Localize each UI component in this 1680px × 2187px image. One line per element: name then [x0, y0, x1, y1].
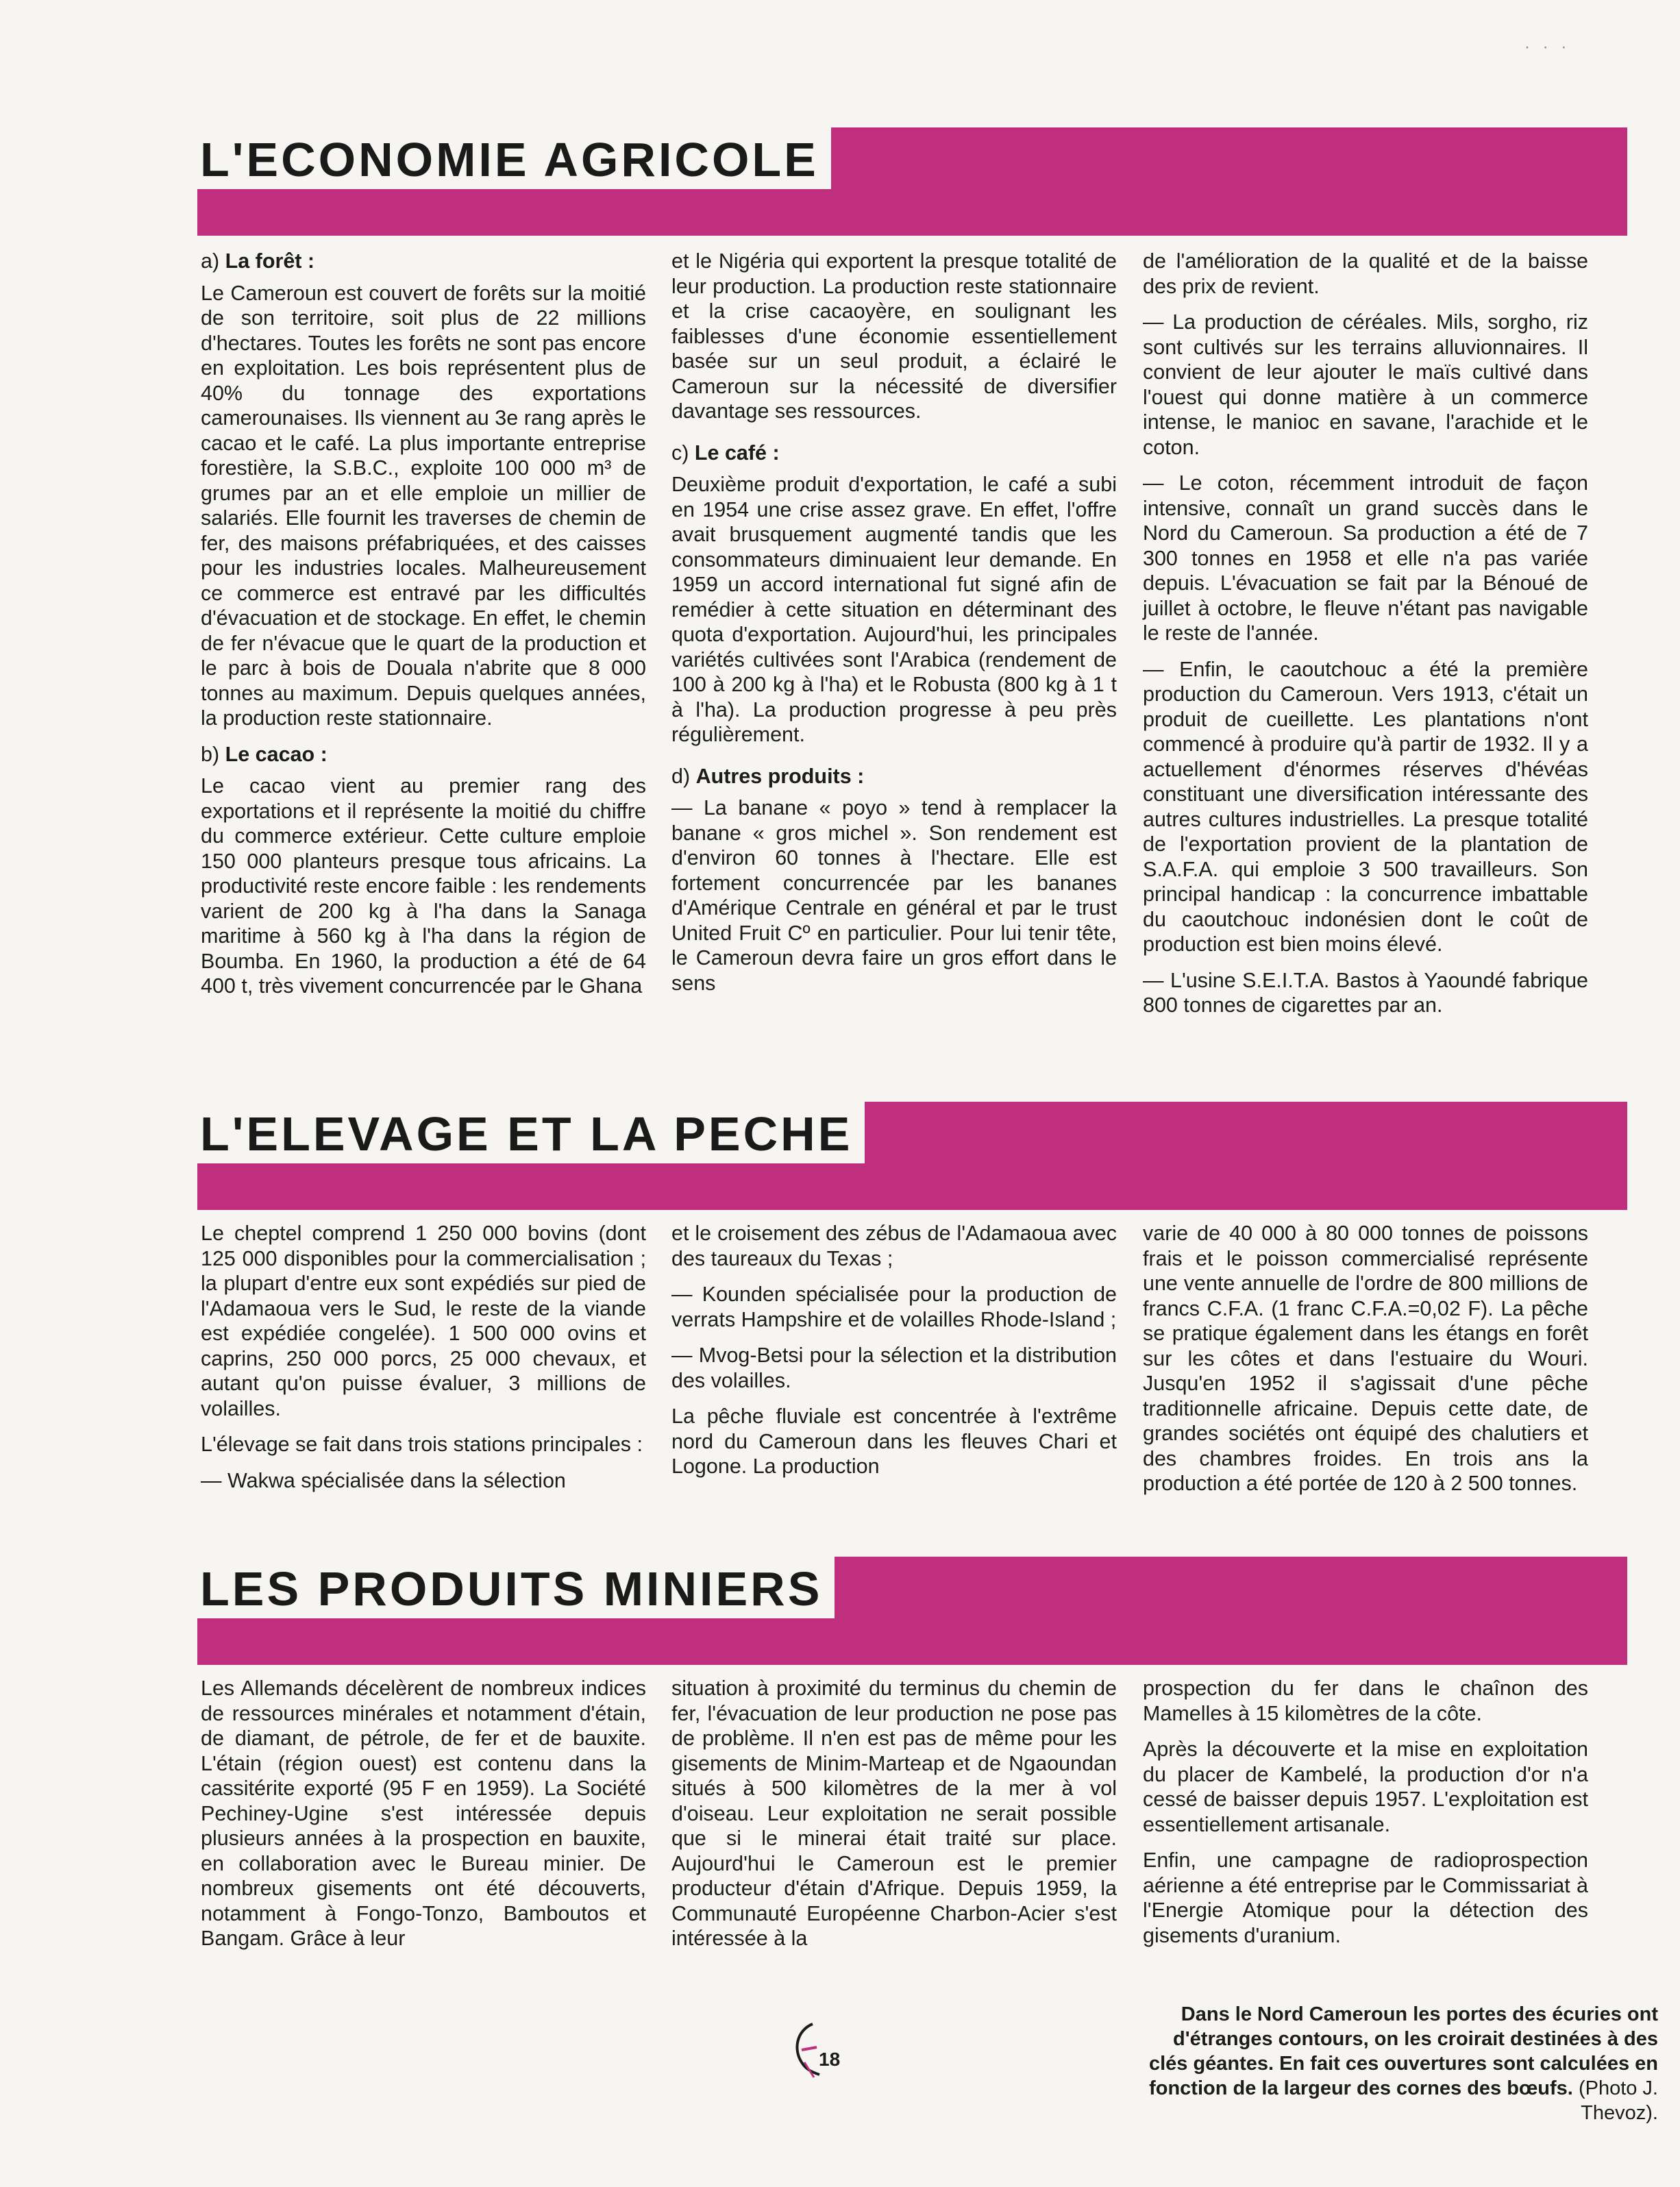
agri-column-1 — [201, 249, 646, 1010]
paragraph: La pêche fluviale est concentrée à l'extrême nord du Cameroun dans les fleuves Chari et Logone. La production — [671, 1405, 1117, 1478]
paragraph: et le croisement des zébus de l'Adamaoua avec des taureaux du Texas ; — [671, 1222, 1117, 1270]
paragraph: — Wakwa spécialisée dans la sélection — [201, 1468, 566, 1492]
miniers-column-2 — [671, 1676, 1117, 1962]
heading-le-cafe: c) Le café : — [671, 441, 780, 465]
caption-text: Dans le Nord Cameroun les portes des écuries ont d'étranges contours, on les croirait destinées à des clés géantes. En fait ces ouvertures sont calculées en fonction de la largeur des cornes des bœufs. — [1148, 2003, 1658, 2099]
photo-caption — [1144, 2002, 1658, 2125]
paragraph: — Le coton, récemment introduit de façon intensive, connaît un grand succès dans le Nord du Cameroun. Sa production a été de 7 300 tonnes en 1958 et elle n'a pas variée depuis. L'évacuation se fait par la Bénoué de juillet à octobre, le fleuve n'étant pas navigable le reste de l'année. — [1143, 471, 1588, 645]
agri-column-3 — [1143, 249, 1588, 1029]
paragraph: — La banane « poyo » tend à remplacer la banane « gros michel ». Son rendement est d'environ 60 tonnes à l'hectare. Elle est fortement concurrencée par les bananes d'Amérique Centrale en général et par le trust United Fruit Cº en particulier. Pour lui tenir tête, le Cameroun devra faire un gros effort dans le sens — [671, 796, 1117, 995]
paragraph: varie de 40 000 à 80 000 tonnes de poissons frais et le poisson commercialisé représente une vente annuelle de l'ordre de 800 millions de francs C.F.A. (1 franc C.F.A.=0,02 F). La pêche se pratique également dans les étangs en forêt sur les côtes et dans l'estuaire du Wouri. Jusqu'en 1952 il s'agissait d'une pêche traditionnelle africaine. Depuis cette date, de grandes sociétés ont équipé des chalutiers et des chambres froides. En trois ans la production a été portée de 120 à 2 500 tonnes. — [1143, 1222, 1588, 1495]
paragraph: Le Cameroun est couvert de forêts sur la moitié de son territoire, soit plus de 22 millions d'hectares. Toutes les forêts ne sont pas encore en exploitation. Les bois représentent plus de 40% du tonnage des exportations camerounaises. Ils viennent au 3e rang après le cacao et le café. La plus importante entreprise forestière, la S.B.C., exploite 100 000 m³ de grumes par an et elle emploie un millier de salariés. Elle fournit les traverses de chemin de fer, des maisons préfabriquées, et des caisses pour les industries locales. Malheureusement ce commerce est entravé par les difficultés d'évacuation et de stockage. En effet, le chemin de fer n'évacue que le quart de la production et le parc à bois de Douala n'abrite que 8 000 tonnes au maximum. Depuis quelques années, la production reste stationnaire. — [201, 281, 646, 730]
paragraph: Après la découverte et la mise en exploitation du placer de Kambelé, la production d'or n'a cessé de baisser depuis 1957. L'exploitation est essentiellement artisanale. — [1143, 1738, 1588, 1836]
paragraph: Le cacao vient au premier rang des exportations et il représente la moitié du chiffre du commerce extérieur. Cette culture emploie 150 000 planteurs presque tous africains. La productivité reste encore faible : les rendements varient de 200 kg à l'ha dans la Sanaga maritime à 560 kg à l'ha dans la région de Boumba. En 1960, la production a été de 64 400 t, très vivement concurrencée par le Ghana — [201, 774, 646, 998]
paragraph: — La production de céréales. Mils, sorgho, riz sont cultivés sur les terrains alluvionnaires. Il convient de leur ajouter le maïs cultivé dans l'ouest qui donne matière à un commerce intense, le manioc en savane, l'arachide et le coton. — [1143, 310, 1588, 459]
paragraph: Enfin, une campagne de radioprospection aérienne a été entreprise par le Commissariat à l'Energie Atomique pour la détection des gisements d'uranium. — [1143, 1849, 1588, 1947]
elevage-column-2 — [671, 1221, 1117, 1490]
section-band-agri — [197, 127, 1627, 236]
agri-column-2 — [671, 249, 1117, 1006]
paragraph: — Mvog-Betsi pour la sélection et la distribution des volailles. — [671, 1344, 1117, 1392]
page-number: 18 — [819, 2049, 841, 2070]
paragraph: — L'usine S.E.I.T.A. Bastos à Yaoundé fabrique 800 tonnes de cigarettes par an. — [1143, 968, 1588, 1017]
heading-autres-produits: d) Autres produits : — [671, 764, 865, 788]
miniers-column-3 — [1143, 1676, 1588, 1959]
corner-mark: · · · — [1524, 38, 1571, 56]
paragraph: — Enfin, le caoutchouc a été la première production du Cameroun. Vers 1913, c'était un produit de cueillette. Les plantations n'ont commencé à produire qu'à partir de 1932. Il y a actuellement d'énormes réserves d'hévéas constituant une diversification intéressante des autres cultures industrielles. La presque totalité de l'exportation provient de la plantation de S.A.F.A. qui emploie 3 500 travailleurs. Son principal handicap : la concurrence imbattable du caoutchouc indonésien dont le coût de production est bien moins élevé. — [1143, 657, 1588, 956]
paragraph: et le Nigéria qui exportent la presque totalité de leur production. La production reste stationnaire et la crise cacaoyère, en soulignant les faiblesses d'une économie essentiellement basée sur un seul produit, a éclairé le Cameroun sur la nécessité de diversifier davantage ses ressources. — [671, 249, 1117, 423]
paragraph: situation à proximité du terminus du chemin de fer, l'évacuation de leur production ne pose pas de problème. Il n'en est pas de même pour les gisements de Minim-Marteap et de Ngaoundan situés à 500 kilomètres de la mer à vol d'oiseau. Leur exploitation ne serait possible que si le minerai était traité sur place. Aujourd'hui le Cameroun est le premier producteur d'étain d'Afrique. Depuis 1959, la Communauté Européenne Charbon-Acier s'est intéressée à la — [671, 1677, 1117, 1950]
paragraph: Le cheptel comprend 1 250 000 bovins (dont 125 000 disponibles pour la commercialisation ; la plupart d'entre eux sont expédiés sur pied de l'Adamaoua vers le Sud, le reste de la viande est expédiée congelée). 1 500 000 ovins et caprins, 250 000 porcs, 25 000 chevaux, et autant qu'on puisse évaluer, 3 millions de volailles. — [201, 1222, 646, 1420]
section-title-agri: L'ECONOMIE AGRICOLE — [197, 127, 831, 189]
paragraph: — Kounden spécialisée pour la production de verrats Hampshire et de volailles Rhode-Island ; — [671, 1283, 1117, 1331]
section-title-elevage: L'ELEVAGE ET LA PECHE — [197, 1102, 865, 1163]
paragraph: prospection du fer dans le chaînon des Mamelles à 15 kilomètres de la côte. — [1143, 1677, 1588, 1725]
heading-la-foret: a) La forêt : — [201, 249, 315, 273]
photo-credit: (Photo J. Thevoz). — [1578, 2077, 1658, 2124]
miniers-column-1 — [201, 1676, 646, 1962]
section-band-elevage — [197, 1102, 1627, 1210]
elevage-column-1 — [201, 1221, 646, 1504]
paragraph: Les Allemands décelèrent de nombreux indices de ressources minérales et notamment d'étain, de diamant, de pétrole, de fer et de bauxite. L'étain (région ouest) est contenu dans la cassitérite exporté (95 F en 1959). La Société Pechiney-Ugine s'est intéressée depuis plusieurs années à la prospection en bauxite, en collaboration avec le Bureau minier. De nombreux gisements ont été découverts, notamment à Fongo-Tonzo, Bamboutos et Bangam. Grâce à leur — [201, 1677, 646, 1950]
elevage-column-3 — [1143, 1221, 1588, 1507]
paragraph: de l'amélioration de la qualité et de la baisse des prix de revient. — [1143, 249, 1588, 298]
section-band-miniers — [197, 1557, 1627, 1665]
section-title-miniers: LES PRODUITS MINIERS — [197, 1557, 835, 1618]
paragraph: L'élevage se fait dans trois stations principales : — [201, 1433, 643, 1456]
paragraph: Deuxième produit d'exportation, le café a subi en 1954 une crise assez grave. En effet, l'offre avait brusquement augmenté tandis que les consommateurs diminuaient leur demande. En 1959 un accord international fut signé afin de remédier à cette situation en déterminant des quota d'exportation. Aujourd'hui, les principales variétés cultivées sont l'Arabica (rendement de 100 à 200 kg à l'ha) et le Robusta (800 kg à 1 t à l'ha). La production progresse à peu près régulièrement. — [671, 473, 1117, 746]
heading-le-cacao: b) Le cacao : — [201, 742, 328, 766]
